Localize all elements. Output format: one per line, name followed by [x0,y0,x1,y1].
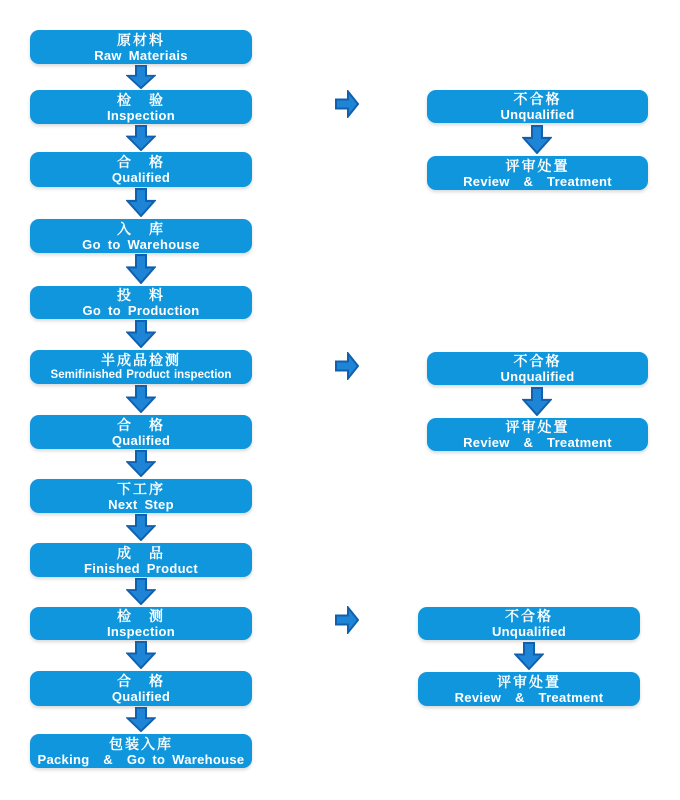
right-arrow-icon [335,352,359,380]
flow-box-label-en: Qualified [111,170,171,185]
flow-box-go-to-production [30,286,252,319]
branch-box-label-en: Review & Treatment [463,435,612,450]
flow-box-raw-materials [30,30,252,64]
branch-box-label-zh: 不合格 [505,608,553,624]
down-arrow-icon [126,254,156,284]
flow-box-label-en: Packing & Go to Warehouse [37,751,245,767]
flow-box-label-en: Go to Production [82,303,200,318]
branch-box-label-zh: 不合格 [513,91,562,107]
flow-box-qualified-1 [30,152,252,187]
flow-box-go-to-warehouse [30,219,252,253]
flow-box-inspection-2 [30,607,252,640]
branch-box-label-zh: 评审处置 [505,157,570,174]
flow-box-packing-warehouse [30,734,252,768]
flow-box-label-en: Raw Materiais [94,47,188,63]
flow-box-qualified-3 [30,671,252,706]
flow-box-label-en: Qualified [111,689,171,704]
branch-box-label-en: Unqualified [491,624,567,639]
flow-box-label-zh: 包装入库 [109,735,173,752]
flow-box-inspection-1 [30,90,252,124]
branch1-review-box [427,156,648,190]
branch2-review-box [427,418,648,451]
down-arrow-icon [126,514,156,541]
right-arrow-icon [335,606,359,634]
branch1-unqualified-box [427,90,648,123]
flow-box-label-zh: 半成品检测 [101,351,181,368]
down-arrow-icon [126,320,156,348]
right-arrow-icon [335,90,359,118]
down-arrow-icon [522,387,552,416]
branch-box-label-en: Unqualified [500,369,575,384]
flow-box-label-en: Finished Product [84,560,198,576]
flow-box-label-en: Inspection [106,107,175,123]
down-arrow-icon [126,578,156,605]
down-arrow-icon [126,125,156,151]
flow-box-label-zh: 合 格 [117,673,165,689]
flow-box-label-en: Qualified [111,432,171,448]
down-arrow-icon [126,65,156,89]
down-arrow-icon [514,642,544,670]
flow-box-label-en: Inspection [106,624,175,639]
flow-box-label-zh: 成 品 [117,544,165,561]
flow-box-semifinished-inspection [30,350,252,384]
branch-box-label-zh: 评审处置 [497,673,561,690]
flow-box-label-en: Semifinished Product inspection [50,368,232,381]
branch2-unqualified-box [427,352,648,385]
flow-box-label-zh: 合 格 [117,416,165,433]
flow-box-finished-product [30,543,252,577]
branch3-review-box [418,672,640,706]
down-arrow-icon [522,125,552,154]
down-arrow-icon [126,707,156,732]
down-arrow-icon [126,188,156,217]
branch-box-label-zh: 不合格 [513,353,562,369]
down-arrow-icon [126,641,156,669]
flow-box-label-zh: 合 格 [117,154,165,170]
flow-box-label-zh: 原材料 [117,31,165,48]
branch-box-label-en: Unqualified [500,107,575,122]
flow-box-label-zh: 检 验 [117,91,165,108]
branch-box-label-en: Review & Treatment [454,689,604,705]
flow-box-label-en: Go to Warehouse [82,236,200,252]
flow-box-next-step [30,479,252,513]
flow-box-label-zh: 检 测 [117,608,165,624]
flow-box-label-en: Next Step [108,496,174,512]
flow-box-label-zh: 下工序 [117,480,165,497]
flow-box-label-zh: 投 料 [117,287,165,303]
branch3-unqualified-box [418,607,640,640]
down-arrow-icon [126,385,156,413]
branch-box-label-zh: 评审处置 [505,419,570,435]
down-arrow-icon [126,450,156,477]
flow-box-qualified-2 [30,415,252,449]
flow-box-label-zh: 入 库 [117,220,165,237]
branch-box-label-en: Review & Treatment [463,173,612,189]
